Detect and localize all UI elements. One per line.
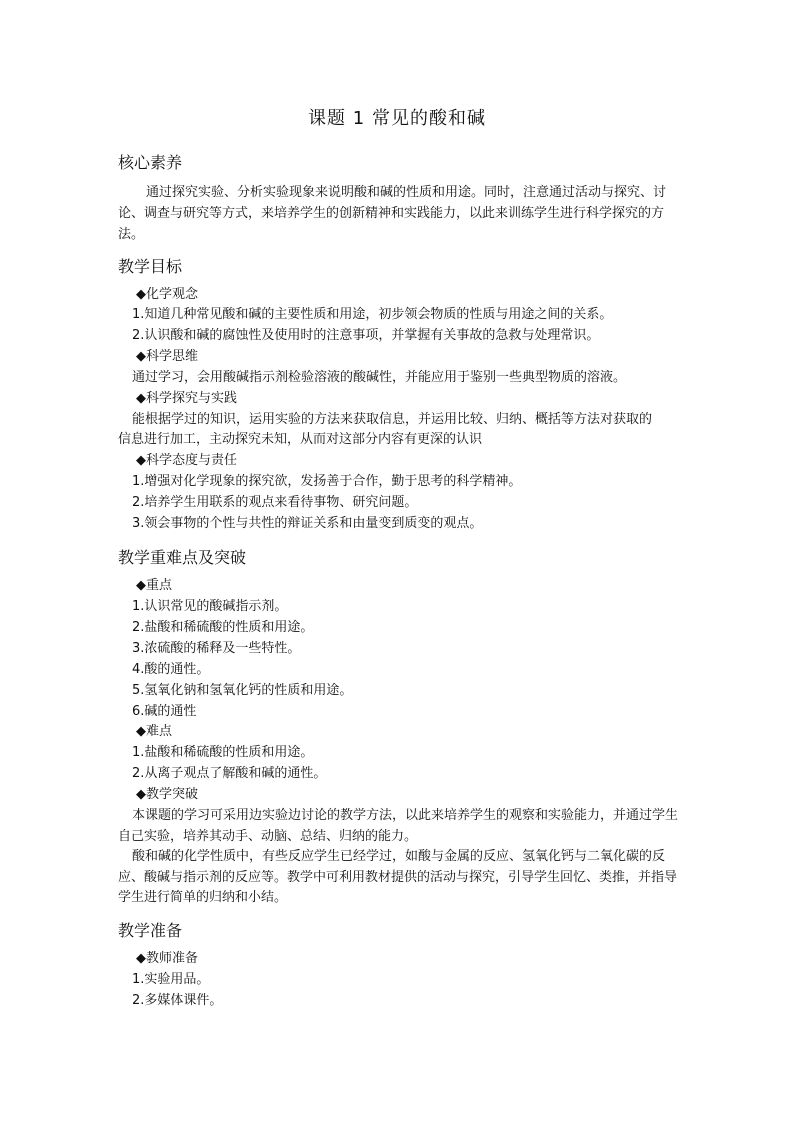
concept-item-1: 1.知道几种常见酸和碱的主要性质和用途，初步领会物质的性质与用途之间的关系。 [132, 307, 613, 322]
label-focus: ◆重点 [136, 578, 172, 593]
core-literacy-paragraph: 通过探究实验、分析实验现象来说明酸和碱的性质和用途。同时，注意通过活动与探究、讨论、调查与研究等方式，来培养学生的创新精神和实践能力，以此来训练学生进行科学探究的方法。 [118, 185, 667, 242]
focus-item-3: 3.浓硫酸的稀释及一些特性。 [132, 641, 301, 656]
attitude-item-1: 1.增强对化学现象的探究欲，发扬善于合作，勤于思考的科学精神。 [132, 474, 522, 489]
page-title: 课题 1 常见的酸和碱 [308, 108, 486, 129]
prep-item-1: 1.实验用品。 [132, 972, 210, 987]
heading-key-points: 教学重难点及突破 [118, 548, 247, 567]
heading-teaching-goals: 教学目标 [118, 257, 183, 276]
label-scientific-inquiry: ◆科学探究与实践 [136, 391, 237, 406]
focus-item-4: 4.酸的通性。 [132, 662, 210, 677]
inquiry-line-1: 能根据学过的知识，运用实验的方法来获取信息，并运用比较、归纳、概括等方法对获取的 [132, 412, 653, 427]
label-teacher-prep: ◆教师准备 [136, 951, 198, 966]
difficulty-item-2: 2.从离子观点了解酸和碱的通性。 [132, 766, 327, 781]
thinking-item-1: 通过学习，会用酸碱指示剂检验溶液的酸碱性，并能应用于鉴别一些典型物质的溶液。 [132, 370, 627, 385]
focus-item-2: 2.盐酸和稀硫酸的性质和用途。 [132, 620, 314, 635]
heading-core-literacy: 核心素养 [118, 153, 183, 172]
label-breakthrough: ◆教学突破 [136, 787, 198, 802]
concept-item-2: 2.认识酸和碱的腐蚀性及使用时的注意事项，并掌握有关事故的急救与处理常识。 [132, 328, 600, 343]
focus-item-6: 6.碱的通性 [132, 704, 197, 719]
inquiry-line-2: 信息进行加工，主动探究未知，从而对这部分内容有更深的认识 [118, 432, 483, 447]
difficulty-item-1: 1.盐酸和稀硫酸的性质和用途。 [132, 745, 314, 760]
breakthrough-paragraph-2: 酸和碱的化学性质中，有些反应学生已经学过，如酸与金属的反应、氢氧化钙与二氧化碳的反应、酸碱与指示剂的反应等。教学中可利用教材提供的活动与探究，引导学生回忆、类推，并指导学生进行简单的归纳和小结。 [118, 849, 678, 905]
breakthrough-paragraph-1: 本课题的学习可采用边实验边讨论的教学方法，以此来培养学生的观察和实验能力，并通过学生自己实验，培养其动手、动脑、总结、归纳的能力。 [118, 808, 679, 844]
focus-item-5: 5.氢氧化钠和氢氧化钙的性质和用途。 [132, 683, 353, 698]
label-chemistry-concept: ◆化学观念 [136, 287, 198, 302]
attitude-item-3: 3.领会事物的个性与共性的辩证关系和由量变到质变的观点。 [132, 516, 483, 531]
label-scientific-thinking: ◆科学思维 [136, 349, 198, 364]
attitude-item-2: 2.培养学生用联系的观点来看待事物、研究问题。 [132, 495, 418, 510]
focus-item-1: 1.认识常见的酸碱指示剂。 [132, 599, 288, 614]
prep-item-2: 2.多媒体课件。 [132, 993, 223, 1008]
label-difficulty: ◆难点 [136, 724, 172, 739]
heading-teaching-prep: 教学准备 [118, 921, 183, 940]
label-scientific-attitude: ◆科学态度与责任 [136, 453, 237, 468]
